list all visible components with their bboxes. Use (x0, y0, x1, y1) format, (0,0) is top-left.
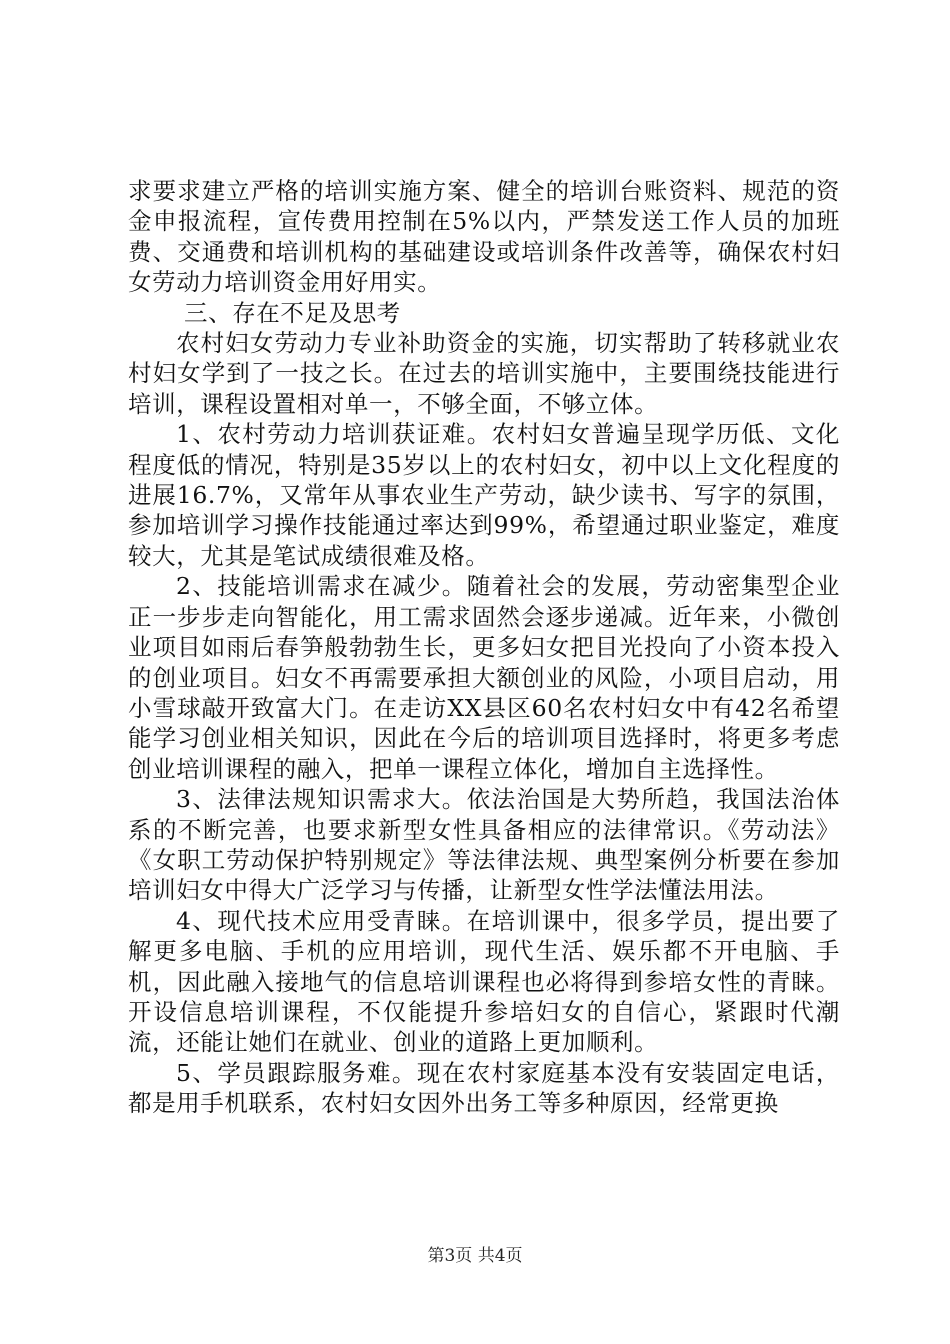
paragraph-continuation: 求要求建立严格的培训实施方案、健全的培训台账资料、规范的资金申报流程，宣传费用控制在5%以内，严禁发送工作人员的加班费、交通费和培训机构的基础建设或培训条件改善等，确保农村妇女劳动力培训资金用好用实。 (128, 177, 840, 297)
paragraph-item-5: 5、学员跟踪服务难。现在农村家庭基本没有安装固定电话，都是用手机联系，农村妇女因外出务工等多种原因，经常更换 (128, 1058, 840, 1118)
page-number-footer: 第3页 共4页 (427, 1246, 523, 1266)
document-body (128, 176, 840, 1119)
section-heading: 三、存在不足及思考 (184, 298, 401, 327)
paragraph-item-2: 2、技能培训需求在减少。随着社会的发展，劳动密集型企业正一步步走向智能化，用工需求固然会逐步递减。近年来，小微创业项目如雨后春笋般勃勃生长，更多妇女把目光投向了小资本投入的创业项目。妇女不再需要承担大额创业的风险，小项目启动，用小雪球敲开致富大门。在走访XX县区60名农村妇女中有42名希望能学习创业相关知识，因此在今后的培训项目选择时，将更多考虑创业培训课程的融入，把单一课程立体化，增加自主选择性。 (128, 572, 840, 783)
paragraph-item-3: 3、法律法规知识需求大。依法治国是大势所趋，我国法治体系的不断完善，也要求新型女性具备相应的法律常识。《劳动法》《女职工劳动保护特别规定》等法律法规、典型案例分析要在参加培训妇女中得大广泛学习与传播，让新型女性学法懂法用法。 (128, 785, 840, 905)
paragraph-item-4: 4、现代技术应用受青睐。在培训课中，很多学员，提出要了解更多电脑、手机的应用培训，现代生活、娱乐都不开电脑、手机，因此融入接地气的信息培训课程也必将得到参培女性的青睐。开设信息培训课程，不仅能提升参培妇女的自信心，紧跟时代潮流，还能让她们在就业、创业的道路上更加顺利。 (128, 906, 840, 1057)
paragraph-intro: 农村妇女劳动力专业补助资金的实施，切实帮助了转移就业农村妇女学到了一技之长。在过去的培训实施中，主要围绕技能进行培训，课程设置相对单一，不够全面，不够立体。 (128, 329, 840, 418)
paragraph-item-1: 1、农村劳动力培训获证难。农村妇女普遍呈现学历低、文化程度低的情况，特别是35岁以上的农村妇女，初中以上文化程度的进展16.7%，又常年从事农业生产劳动，缺少读书、写字的氛围，参加培训学习操作技能通过率达到99%，希望通过职业鉴定，难度较大，尤其是笔试成绩很难及格。 (128, 420, 840, 570)
